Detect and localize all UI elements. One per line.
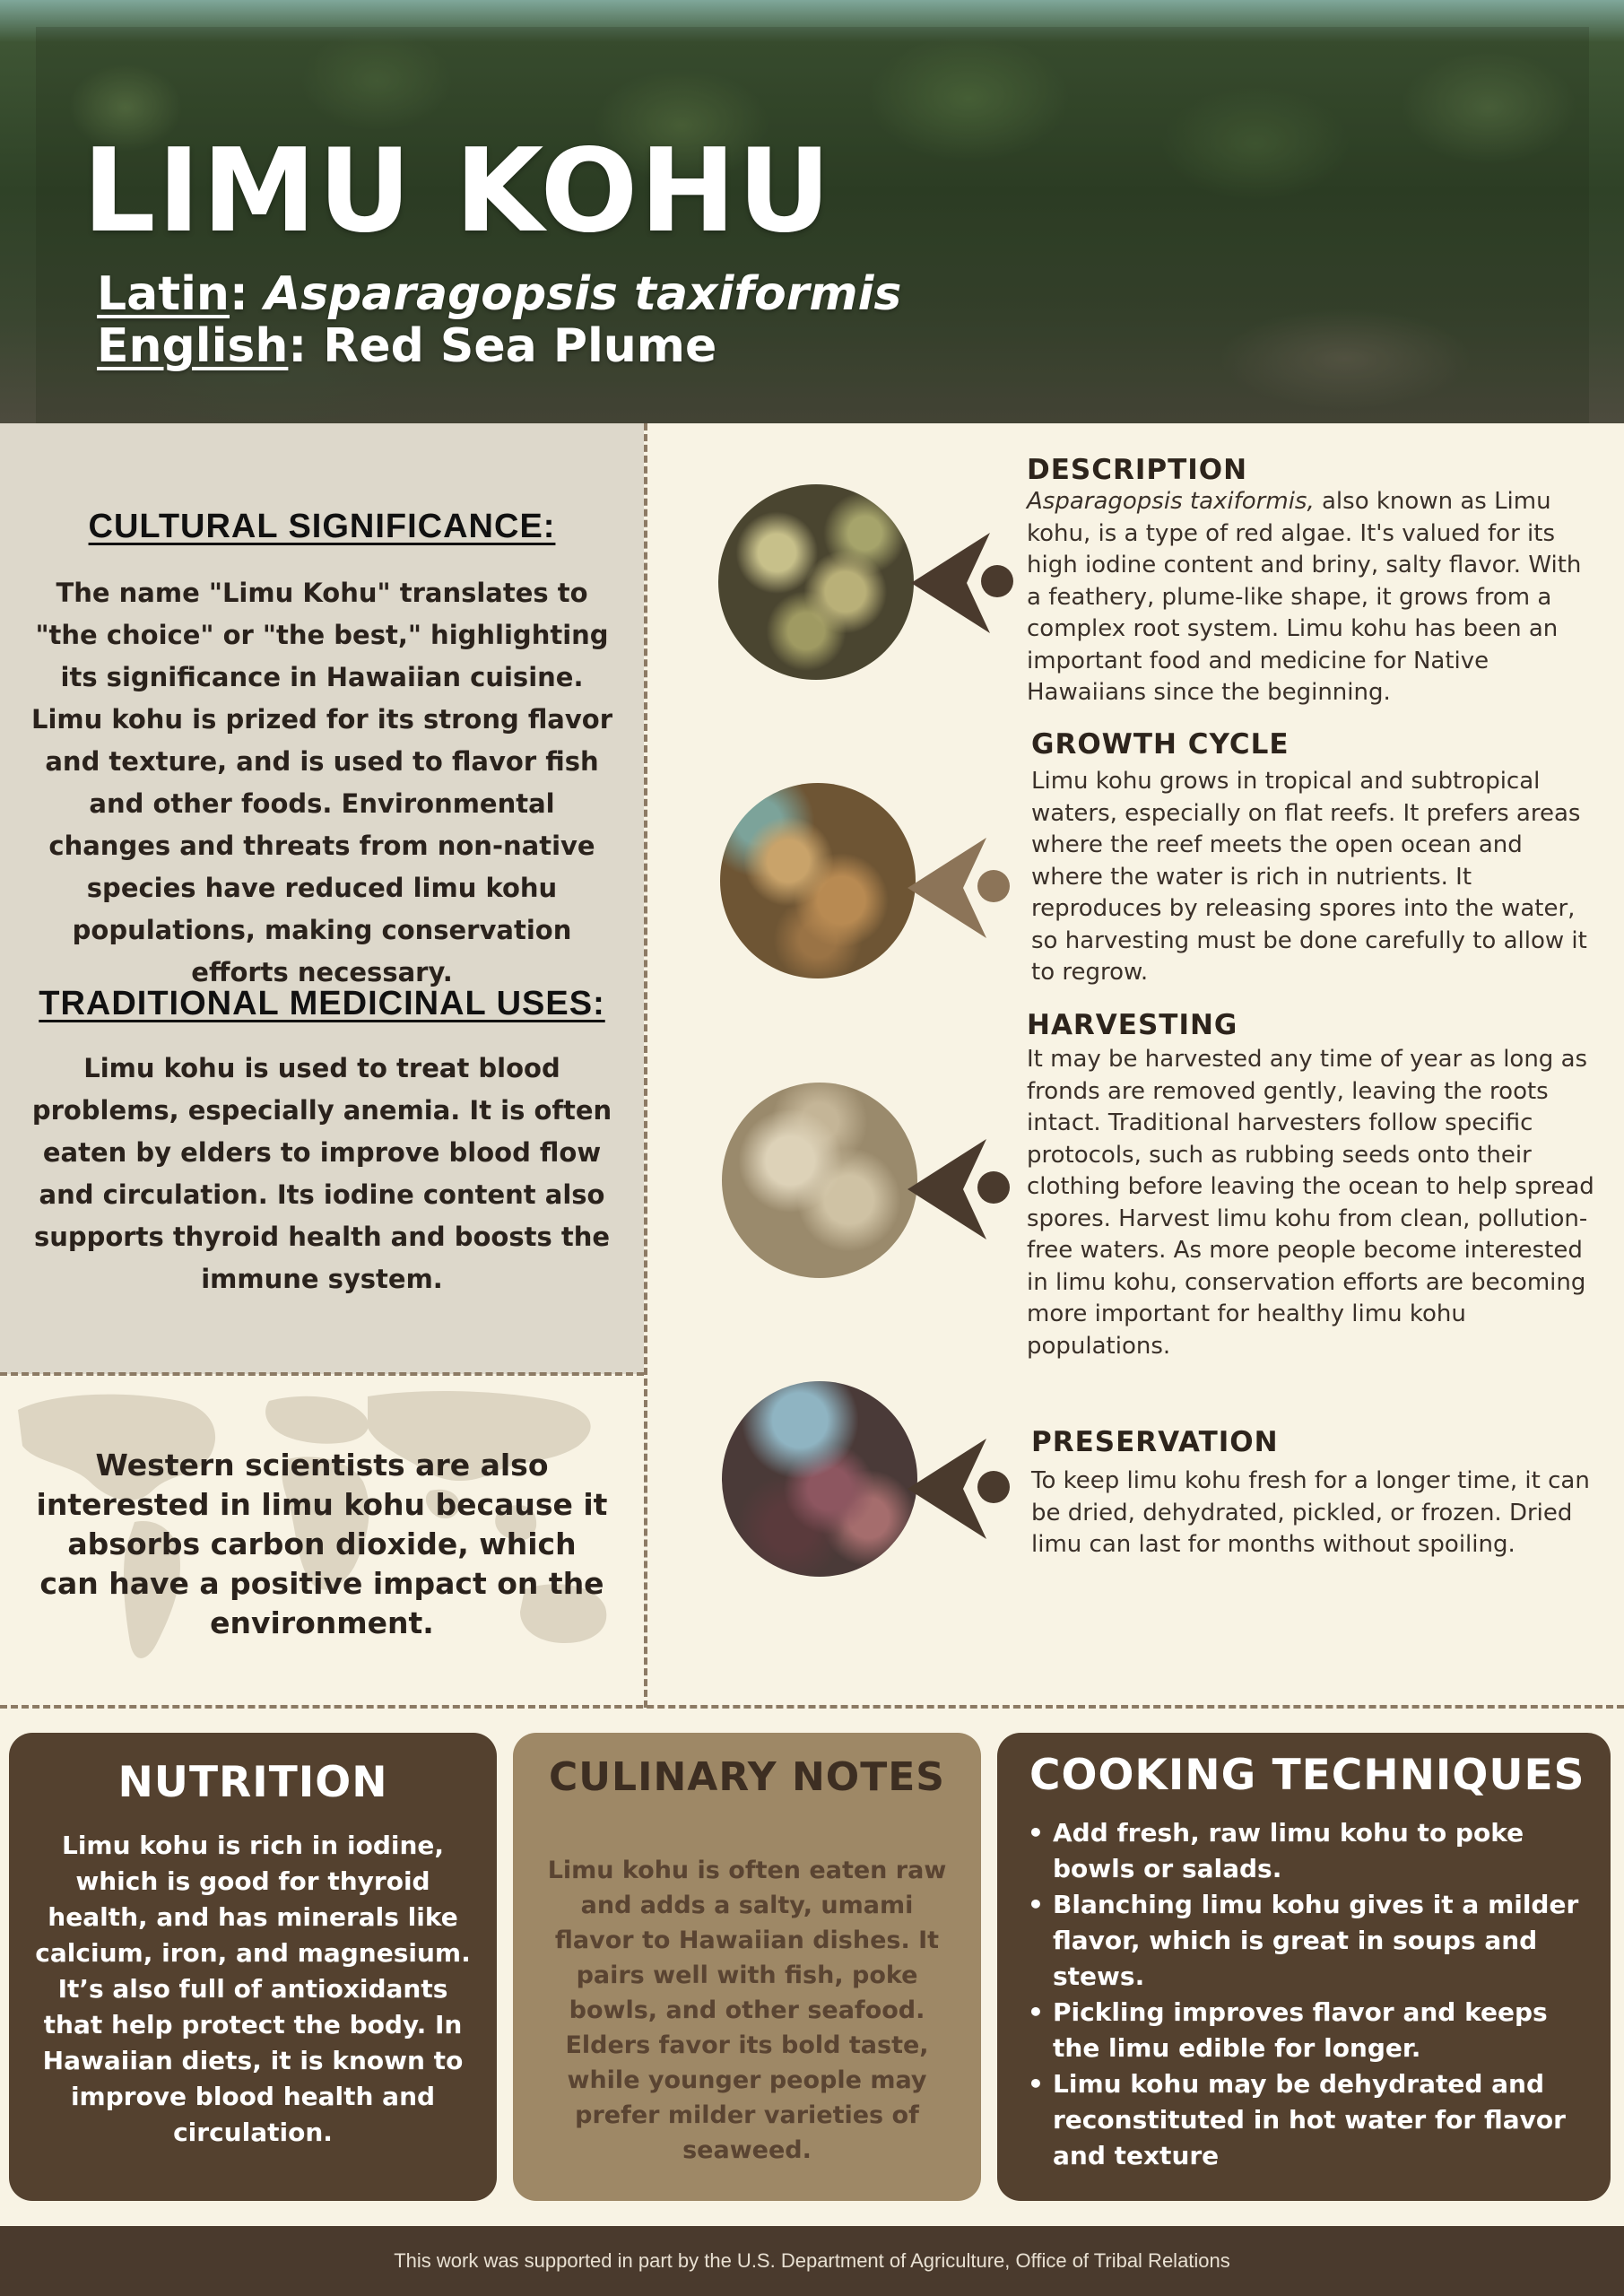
science-text: Western scientists are also interested in limu kohu because it absorbs carbon dioxide, which can have a positive impact on the environment. <box>36 1448 608 1640</box>
cultural-body: The name "Limu Kohu" translates to "the choice" or "the best," highlighting its significance in Hawaiian cuisine. Limu kohu is prized for its strong flavor and texture, and is used to flavor fish and other foods. Environmental changes and threats from non-native species have reduced limu kohu populations, making conservation efforts necessary. <box>30 578 613 987</box>
nutrition-card <box>9 1733 497 2201</box>
cooking-card <box>997 1733 1611 2201</box>
cooking-title: COOKING TECHNIQUES <box>1029 1751 1585 1800</box>
description-italic: Asparagopsis taxiformis, <box>1027 488 1315 515</box>
cooking-list <box>1024 1815 1598 2174</box>
footer-text: This work was supported in part by the U.S. Department of Agriculture, Office of Tribal Relations <box>394 2249 1230 2272</box>
algae-photo-harvesting <box>722 1083 917 1278</box>
english-key: English <box>97 319 289 373</box>
divider-horizontal-full <box>0 1705 1624 1709</box>
harvesting-heading: HARVESTING <box>1027 1009 1238 1041</box>
preservation-heading: PRESERVATION <box>1031 1426 1279 1458</box>
latin-value: Asparagopsis taxiformis <box>264 267 902 321</box>
growth-body: Limu kohu grows in tropical and subtropical waters, especially on flat reefs. It prefers areas where the reef meets the open ocean and where the water is rich in nutrients. It reproduces by releasing spores into the water, so harvesting must be done carefully to allow it to regrow. <box>1031 768 1587 986</box>
description-text: also known as Limu kohu, is a type of red algae. It's valued for its high iodine content and briny, salty flavor. With a feathery, plume-like shape, it grows from a complex root system. Limu kohu has been an important food and medicine for Native Hawaiians since the beginning. <box>1027 488 1582 706</box>
left-panel <box>0 423 644 1374</box>
latin-key: Latin <box>97 267 230 321</box>
harvesting-body: It may be harvested any time of year as long as fronds are removed gently, leaving the roots intact. Traditional harvesters follow specific protocols, such as rubbing seeds onto their clothing before leaving the ocean to help spread spores. Harvest limu kohu from clean, pollution-free waters. As more people become interested in limu kohu, conservation efforts are becoming more important for healthy limu kohu populations. <box>1027 1046 1594 1360</box>
list-item: • Add fresh, raw limu kohu to poke bowls or salads. <box>1028 1818 1524 1883</box>
nutrition-title: NUTRITION <box>117 1758 388 1807</box>
medicinal-body: Limu kohu is used to treat blood problems, especially anemia. It is often eaten by elders to improve blood flow and circulation. Its iodine content also supports thyroid health and boosts the immune system. <box>31 1053 612 1294</box>
list-item: • Limu kohu may be dehydrated and reconstituted in hot water for flavor and texture <box>1028 2069 1566 2170</box>
fish-arrow-icon <box>908 1139 1013 1239</box>
culinary-title: CULINARY NOTES <box>549 1754 945 1800</box>
fish-arrow-icon <box>911 533 1017 633</box>
science-panel <box>0 1374 644 1706</box>
fish-arrow-icon <box>908 838 1013 938</box>
divider-vertical <box>644 423 647 1708</box>
list-item: • Blanching limu kohu gives it a milder flavor, which is great in soups and stews. <box>1028 1890 1579 1991</box>
fish-arrow-icon <box>908 1439 1013 1539</box>
culinary-body: Limu kohu is often eaten raw and adds a salty, umami flavor to Hawaiian dishes. It pairs well with fish, poke bowls, and other seafood. Elders favor its bold taste, while younger people may prefer milder varieties of seaweed. <box>547 1857 947 2164</box>
medicinal-heading: TRADITIONAL MEDICINAL USES: <box>39 985 605 1022</box>
preservation-body: To keep limu kohu fresh for a longer time, it can be dried, dehydrated, pickled, or frozen. Dried limu can last for months without spoiling. <box>1031 1467 1590 1558</box>
english-name: English: Red Sea Plume <box>97 319 717 373</box>
english-value: Red Sea Plume <box>323 319 717 373</box>
list-item: • Pickling improves flavor and keeps the limu edible for longer. <box>1028 1997 1548 2063</box>
nutrition-body: Limu kohu is rich in iodine, which is good for thyroid health, and has minerals like calcium, iron, and magnesium. It’s also full of antioxidants that help protect the body. In Hawaiian diets, it is known to improve blood health and circulation. <box>35 1831 471 2147</box>
footer <box>0 2226 1624 2296</box>
description-heading: DESCRIPTION <box>1027 454 1248 486</box>
latin-name: Latin: Asparagopsis taxiformis <box>97 267 902 321</box>
algae-photo-preservation <box>722 1381 917 1577</box>
algae-photo-growth <box>720 783 916 978</box>
cultural-heading: CULTURAL SIGNIFICANCE: <box>88 508 556 545</box>
algae-photo-description <box>718 484 914 680</box>
culinary-card <box>513 1733 981 2201</box>
page-title: LIMU KOHU <box>83 125 833 258</box>
description-body <box>1027 486 1594 709</box>
growth-heading: GROWTH CYCLE <box>1031 728 1290 761</box>
hero-banner <box>0 0 1624 423</box>
divider-horizontal-left <box>0 1372 644 1376</box>
